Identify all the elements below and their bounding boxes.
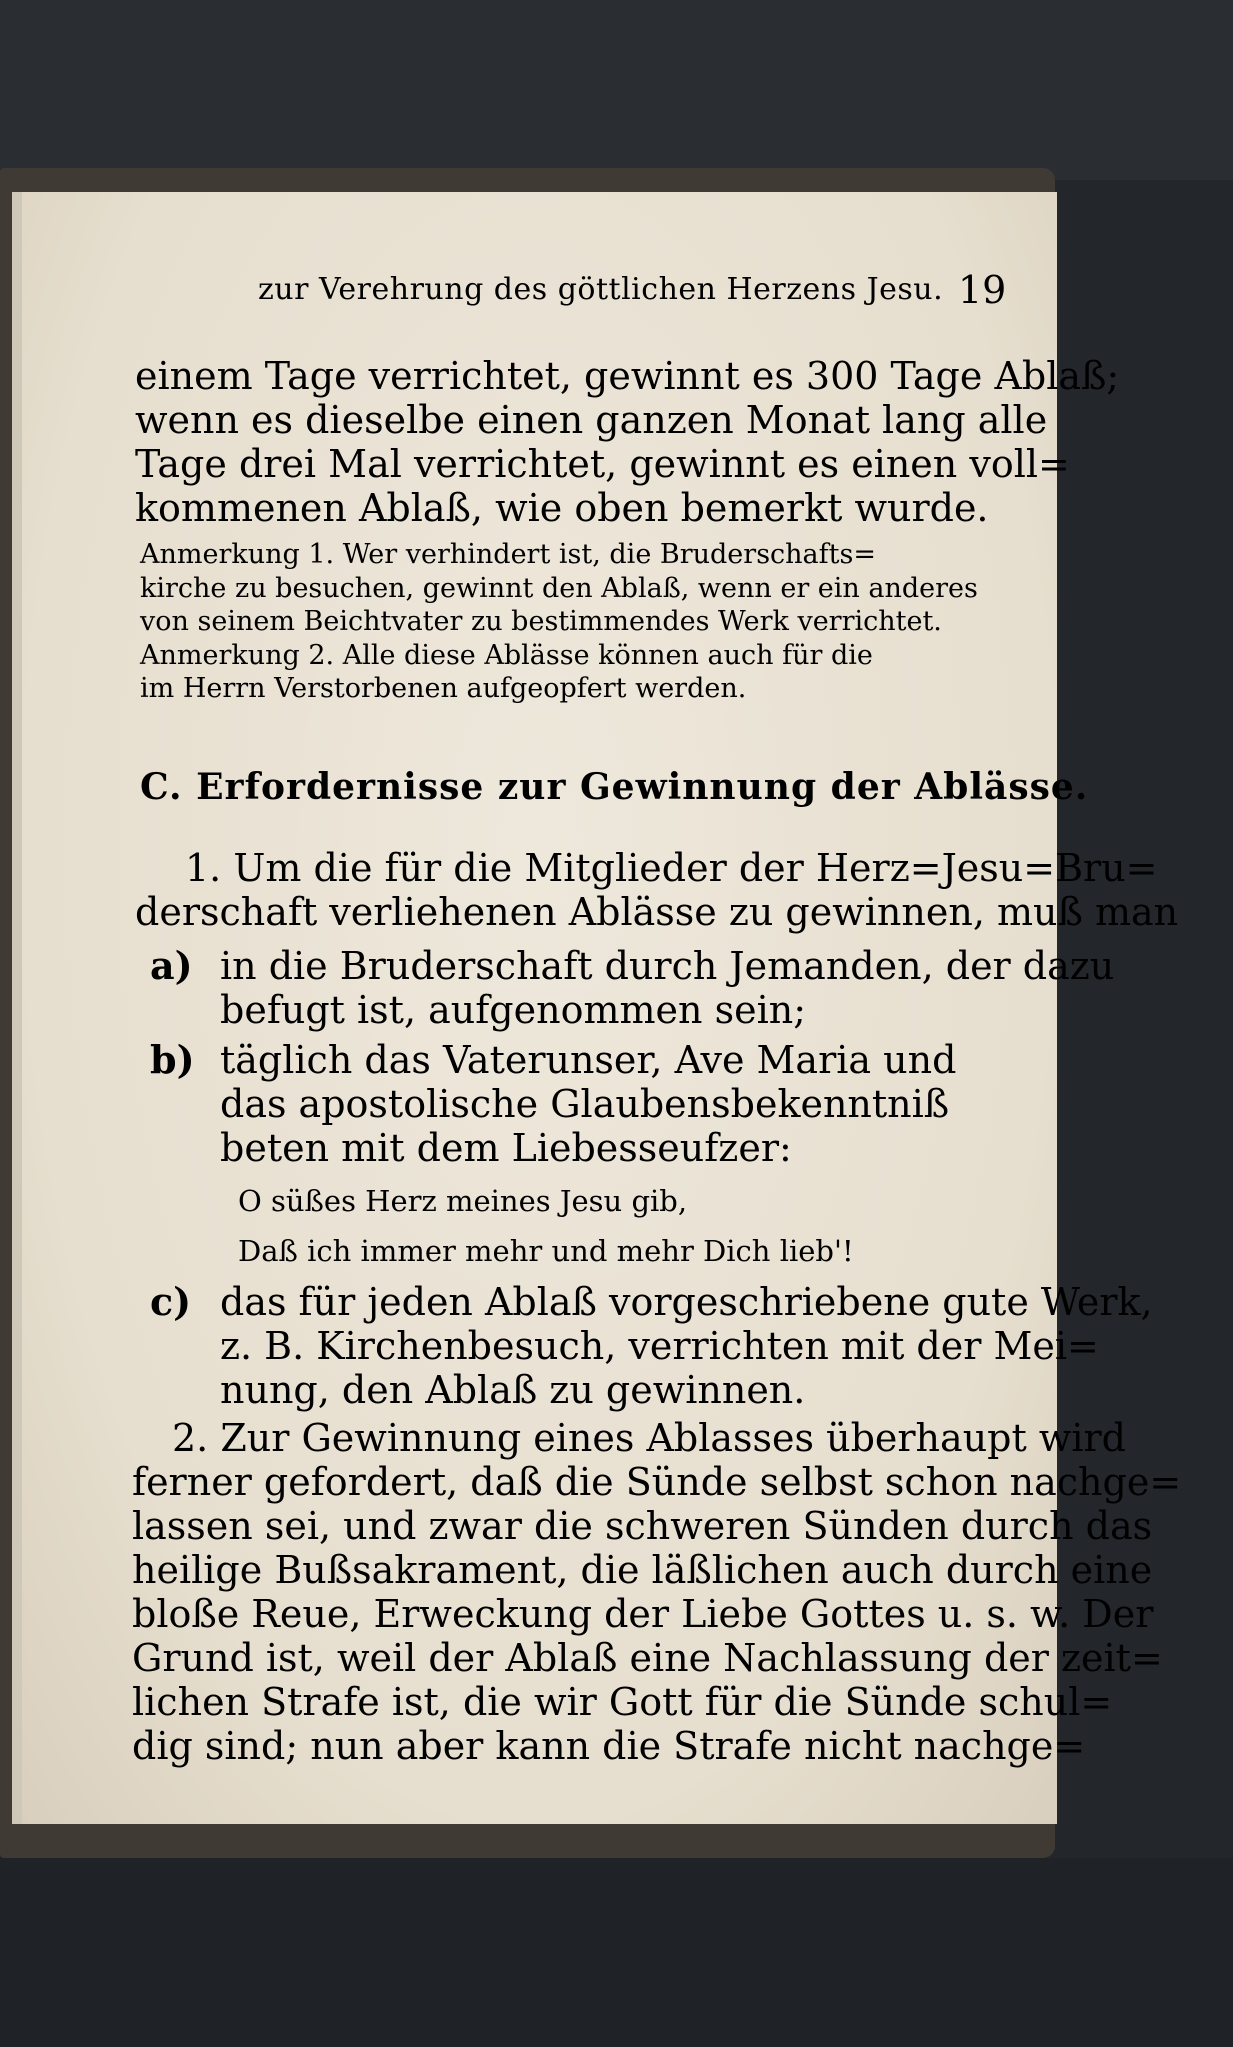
note-line: kirche zu besuchen, gewinnt den Ablaß, wenn er ein anderes [140, 572, 978, 604]
text-line: das für jeden Ablaß vorgeschriebene gute Werk, [220, 1280, 1153, 1324]
page-number: 19 [958, 268, 1007, 312]
text-line: derschaft verliehenen Ablässe zu gewinnen, muß man [135, 890, 1179, 934]
page-header [0, 268, 1233, 318]
section-heading: C. Erfordernisse zur Gewinnung der Ablässe. [140, 766, 1089, 808]
text-line: 2. Zur Gewinnung eines Ablasses überhaupt wird [172, 1416, 1127, 1460]
text-line: bloße Reue, Erweckung der Liebe Gottes u. s. w. Der [132, 1592, 1154, 1636]
text-line: lassen sei, und zwar die schweren Sünden durch das [132, 1504, 1153, 1548]
text-line: ferner gefordert, daß die Sünde selbst schon nachge= [132, 1460, 1182, 1504]
text-line: wenn es dieselbe einen ganzen Monat lang alle [135, 398, 1048, 442]
text-line: einem Tage verrichtet, gewinnt es 300 Tage Ablaß; [135, 354, 1120, 398]
prayer-verse [238, 1176, 854, 1276]
text-line: nung, den Ablaß zu gewinnen. [220, 1368, 806, 1412]
note-line: im Herrn Verstorbenen aufgeopfert werden. [140, 673, 747, 704]
text-line: dig sind; nun aber kann die Strafe nicht nachge= [132, 1724, 1086, 1768]
item-label: c) [150, 1279, 192, 1324]
text-line: täglich das Vaterunser, Ave Maria und [220, 1038, 957, 1082]
list-item-b [150, 1038, 1010, 1170]
item-label: b) [150, 1037, 195, 1082]
paragraph-1 [135, 846, 1179, 934]
text-line: 1. Um die für die Mitglieder der Herz=Jesu=Bru= [185, 846, 1158, 890]
verse-line: O süßes Herz meines Jesu gib, [238, 1184, 688, 1218]
text-line: Tage drei Mal verrichtet, gewinnt es einen voll= [135, 442, 1070, 486]
text-line: in die Bruderschaft durch Jemanden, der dazu [220, 944, 1115, 988]
item-label: a) [150, 943, 193, 988]
text-line: befugt ist, aufgenommen sein; [220, 988, 806, 1032]
list-item-c [150, 1279, 1153, 1412]
list-item-a [150, 943, 1115, 1032]
text-line: heilige Bußsakrament, die läßlichen auch durch eine [132, 1548, 1153, 1592]
running-head: zur Verehrung des göttlichen Herzens Jesu. [258, 272, 944, 307]
text-line: Grund ist, weil der Ablaß eine Nachlassung der zeit= [132, 1636, 1163, 1680]
background-bottom [0, 1858, 1233, 2047]
text-line: lichen Strafe ist, die wir Gott für die Sünde schul= [132, 1680, 1113, 1724]
note-line: von seinem Beichtvater zu bestimmendes Werk verrichtet. [140, 606, 942, 637]
note-line: Anmerkung 1. Wer verhindert ist, die Bruderschafts= [140, 539, 876, 570]
text-line: kommenen Ablaß, wie oben bemerkt wurde. [135, 486, 989, 530]
text-line: das apostolische Glaubensbekenntniß [220, 1082, 950, 1126]
paragraph-continuation [135, 354, 1120, 530]
text-line: beten mit dem Liebesseufzer: [220, 1126, 792, 1170]
verse-line: Daß ich immer mehr und mehr Dich lieb'! [238, 1234, 854, 1268]
background-top [0, 0, 1233, 180]
text-line: z. B. Kirchenbesuch, verrichten mit der Mei= [220, 1324, 1099, 1368]
note-line: Anmerkung 2. Alle diese Ablässe können auch für die [140, 639, 873, 671]
notes-block [140, 538, 1010, 706]
paragraph-2 [132, 1416, 1182, 1768]
